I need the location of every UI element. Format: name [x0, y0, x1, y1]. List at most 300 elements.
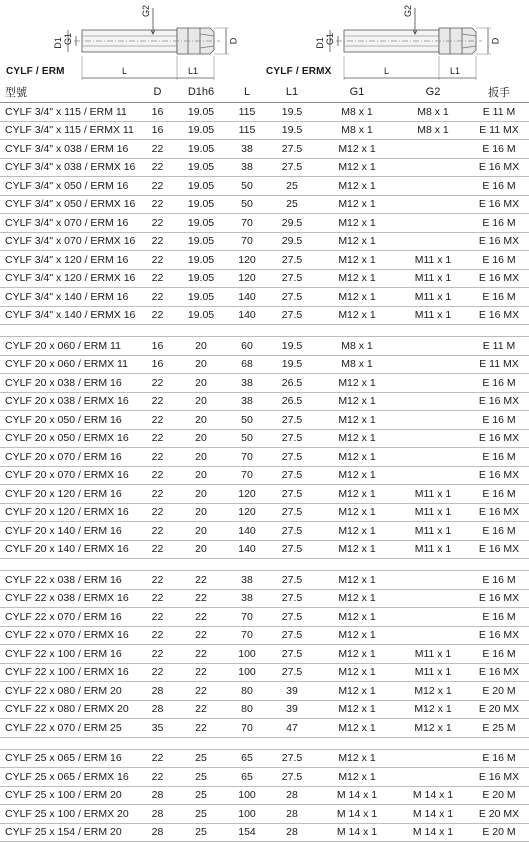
cell-model: CYLF 25 x 065 / ERMX 16 [0, 768, 140, 787]
cell-l1: 28 [267, 786, 317, 805]
cell-d1h6: 19.05 [175, 121, 227, 140]
cell-d: 22 [140, 251, 175, 270]
cell-g1: M12 x 1 [317, 251, 397, 270]
cell-l: 70 [227, 214, 267, 233]
table-row [0, 392, 529, 411]
cell-g1: M12 x 1 [317, 195, 397, 214]
cell-d: 22 [140, 288, 175, 307]
cell-wrench: E 11 M [469, 103, 529, 122]
cell-g2 [397, 158, 469, 177]
cell-g1: M12 x 1 [317, 645, 397, 664]
cell-l1: 27.5 [267, 485, 317, 504]
cell-g2: M 14 x 1 [397, 823, 469, 842]
table-row [0, 140, 529, 159]
cell-model: CYLF 22 x 080 / ERMX 20 [0, 700, 140, 719]
cell-model: CYLF 20 x 038 / ERM 16 [0, 374, 140, 393]
cell-l1: 29.5 [267, 232, 317, 251]
cell-model: CYLF 22 x 070 / ERMX 16 [0, 626, 140, 645]
cell-d: 22 [140, 589, 175, 608]
cell-l: 38 [227, 374, 267, 393]
cell-l: 115 [227, 121, 267, 140]
cell-model: CYLF 20 x 120 / ERM 16 [0, 485, 140, 504]
table-row [0, 374, 529, 393]
table-row [0, 589, 529, 608]
cell-g2 [397, 214, 469, 233]
cell-wrench: E 16 MX [469, 429, 529, 448]
diagram-caption: CYLF / ERM [6, 66, 65, 77]
cell-model: CYLF 22 x 100 / ERM 16 [0, 645, 140, 664]
cell-l1: 27.5 [267, 768, 317, 787]
cell-d: 22 [140, 645, 175, 664]
cell-model: CYLF 3/4" x 140 / ERMX 16 [0, 306, 140, 325]
label-g2: G2 [403, 4, 414, 18]
cell-model: CYLF 22 x 070 / ERM 25 [0, 719, 140, 738]
table-row [0, 232, 529, 251]
cell-g1: M12 x 1 [317, 749, 397, 768]
table-row [0, 608, 529, 627]
cell-d: 28 [140, 823, 175, 842]
cell-l1: 25 [267, 177, 317, 196]
cell-model: CYLF 3/4" x 070 / ERM 16 [0, 214, 140, 233]
cell-wrench: E 16 M [469, 140, 529, 159]
cell-wrench: E 16 M [469, 608, 529, 627]
cell-l: 70 [227, 466, 267, 485]
cell-g1: M12 x 1 [317, 448, 397, 467]
cell-l: 65 [227, 768, 267, 787]
cell-g2: M11 x 1 [397, 288, 469, 307]
cell-l1: 29.5 [267, 214, 317, 233]
cell-g2 [397, 768, 469, 787]
cell-d1h6: 20 [175, 503, 227, 522]
cell-l1: 27.5 [267, 663, 317, 682]
cell-l1: 27.5 [267, 522, 317, 541]
cell-g1: M12 x 1 [317, 232, 397, 251]
cell-l1: 25 [267, 195, 317, 214]
cell-wrench: E 16 M [469, 645, 529, 664]
cell-l1: 27.5 [267, 608, 317, 627]
cell-model: CYLF 3/4" x 120 / ERM 16 [0, 251, 140, 270]
cell-model: CYLF 22 x 080 / ERM 20 [0, 682, 140, 701]
table-row [0, 805, 529, 824]
cell-d: 22 [140, 429, 175, 448]
cell-l: 120 [227, 503, 267, 522]
cell-l1: 26.5 [267, 374, 317, 393]
header-g1: G1 [317, 82, 397, 103]
cell-d1h6: 20 [175, 448, 227, 467]
cell-wrench: E 11 M [469, 337, 529, 356]
cell-model: CYLF 22 x 038 / ERMX 16 [0, 589, 140, 608]
group-separator [0, 325, 529, 337]
cell-model: CYLF 20 x 140 / ERM 16 [0, 522, 140, 541]
cell-l1: 27.5 [267, 429, 317, 448]
table-row [0, 121, 529, 140]
cell-model: CYLF 3/4" x 115 / ERMX 11 [0, 121, 140, 140]
cell-wrench: E 16 M [469, 251, 529, 270]
cell-l: 115 [227, 103, 267, 122]
table-row [0, 682, 529, 701]
cell-d1h6: 20 [175, 522, 227, 541]
cell-d1h6: 20 [175, 392, 227, 411]
cell-model: CYLF 20 x 050 / ERM 16 [0, 411, 140, 430]
cell-g1: M8 x 1 [317, 355, 397, 374]
cell-g2 [397, 195, 469, 214]
cell-g1: M12 x 1 [317, 214, 397, 233]
cell-g2: M 14 x 1 [397, 805, 469, 824]
cell-g2 [397, 355, 469, 374]
cell-model: CYLF 20 x 060 / ERM 11 [0, 337, 140, 356]
cell-wrench: E 16 MX [469, 589, 529, 608]
header-l1: L1 [267, 82, 317, 103]
cell-d1h6: 20 [175, 466, 227, 485]
cell-d1h6: 20 [175, 411, 227, 430]
label-l: L [122, 66, 128, 76]
cell-g2: M11 x 1 [397, 663, 469, 682]
cell-g1: M12 x 1 [317, 589, 397, 608]
table-row [0, 823, 529, 842]
cell-d1h6: 22 [175, 645, 227, 664]
cell-d: 22 [140, 158, 175, 177]
cell-g2: M11 x 1 [397, 306, 469, 325]
cell-g1: M12 x 1 [317, 571, 397, 590]
cell-l: 60 [227, 337, 267, 356]
cell-model: CYLF 25 x 154 / ERM 20 [0, 823, 140, 842]
cell-g1: M12 x 1 [317, 466, 397, 485]
cell-l: 100 [227, 663, 267, 682]
cell-g2 [397, 337, 469, 356]
cell-d1h6: 25 [175, 749, 227, 768]
cell-d: 22 [140, 374, 175, 393]
cell-l1: 27.5 [267, 288, 317, 307]
cell-l1: 28 [267, 805, 317, 824]
group-separator [0, 559, 529, 571]
table-row [0, 306, 529, 325]
cell-l: 154 [227, 823, 267, 842]
table-row [0, 786, 529, 805]
diagram-erm [0, 0, 250, 82]
cell-model: CYLF 20 x 050 / ERMX 16 [0, 429, 140, 448]
cell-wrench: E 20 M [469, 682, 529, 701]
cell-d: 22 [140, 768, 175, 787]
cell-l1: 47 [267, 719, 317, 738]
diagram-caption: CYLF / ERMX [266, 66, 332, 77]
cell-g2 [397, 466, 469, 485]
cell-d: 22 [140, 448, 175, 467]
cell-l1: 39 [267, 682, 317, 701]
cell-g1: M12 x 1 [317, 158, 397, 177]
cell-wrench: E 16 MX [469, 768, 529, 787]
cell-g2 [397, 411, 469, 430]
cell-wrench: E 16 M [469, 485, 529, 504]
label-l: L [384, 66, 390, 76]
cell-l: 65 [227, 749, 267, 768]
cell-g1: M 14 x 1 [317, 823, 397, 842]
cell-d: 28 [140, 700, 175, 719]
table-row [0, 466, 529, 485]
cell-g2 [397, 374, 469, 393]
cell-model: CYLF 3/4" x 050 / ERM 16 [0, 177, 140, 196]
cell-g2 [397, 392, 469, 411]
cell-g2 [397, 626, 469, 645]
cell-l: 140 [227, 540, 267, 559]
table-row [0, 503, 529, 522]
cell-d1h6: 22 [175, 719, 227, 738]
cell-g1: M12 x 1 [317, 392, 397, 411]
cell-d: 22 [140, 485, 175, 504]
cell-model: CYLF 22 x 100 / ERMX 16 [0, 663, 140, 682]
cell-l1: 39 [267, 700, 317, 719]
cell-wrench: E 16 M [469, 177, 529, 196]
cell-g1: M12 x 1 [317, 540, 397, 559]
cell-model: CYLF 3/4" x 050 / ERMX 16 [0, 195, 140, 214]
table-row [0, 663, 529, 682]
cell-g1: M12 x 1 [317, 140, 397, 159]
table-row [0, 269, 529, 288]
cell-d1h6: 25 [175, 805, 227, 824]
cell-l: 140 [227, 306, 267, 325]
cell-l1: 19.5 [267, 103, 317, 122]
cell-g1: M12 x 1 [317, 663, 397, 682]
table-row [0, 411, 529, 430]
group-separator [0, 737, 529, 749]
cell-g2: M12 x 1 [397, 700, 469, 719]
cell-g2: M11 x 1 [397, 251, 469, 270]
cell-l: 100 [227, 786, 267, 805]
separator-cell [0, 559, 529, 571]
cell-wrench: E 16 MX [469, 392, 529, 411]
cell-l1: 27.5 [267, 269, 317, 288]
cell-d1h6: 20 [175, 429, 227, 448]
cell-d1h6: 19.05 [175, 103, 227, 122]
cell-g2: M11 x 1 [397, 503, 469, 522]
cell-d: 22 [140, 663, 175, 682]
cell-g1: M12 x 1 [317, 522, 397, 541]
header-d1h6: D1h6 [175, 82, 227, 103]
cell-d: 22 [140, 540, 175, 559]
cell-d: 28 [140, 786, 175, 805]
cell-l: 80 [227, 700, 267, 719]
header-wrench: 扳手 [469, 82, 529, 103]
cell-l: 100 [227, 645, 267, 664]
cell-d1h6: 22 [175, 608, 227, 627]
cell-wrench: E 16 M [469, 571, 529, 590]
table-row [0, 158, 529, 177]
cell-g1: M12 x 1 [317, 503, 397, 522]
cell-g1: M12 x 1 [317, 626, 397, 645]
cell-l1: 27.5 [267, 411, 317, 430]
cell-d1h6: 19.05 [175, 306, 227, 325]
cell-l: 140 [227, 522, 267, 541]
cell-wrench: E 16 MX [469, 663, 529, 682]
spec-table [0, 82, 529, 842]
table-row [0, 540, 529, 559]
cell-d1h6: 19.05 [175, 140, 227, 159]
cell-l: 50 [227, 177, 267, 196]
cell-d1h6: 19.05 [175, 158, 227, 177]
cell-d: 22 [140, 232, 175, 251]
separator-cell [0, 737, 529, 749]
cell-d1h6: 20 [175, 337, 227, 356]
header-g2: G2 [397, 82, 469, 103]
cell-d1h6: 22 [175, 682, 227, 701]
cell-d1h6: 20 [175, 540, 227, 559]
cell-wrench: E 20 MX [469, 700, 529, 719]
table-row [0, 337, 529, 356]
cell-d1h6: 19.05 [175, 214, 227, 233]
cell-g1: M12 x 1 [317, 719, 397, 738]
cell-l: 80 [227, 682, 267, 701]
table-row [0, 700, 529, 719]
cell-d1h6: 22 [175, 663, 227, 682]
cell-l1: 27.5 [267, 645, 317, 664]
table-row [0, 429, 529, 448]
cell-d1h6: 19.05 [175, 232, 227, 251]
cell-g2: M11 x 1 [397, 540, 469, 559]
cell-wrench: E 16 MX [469, 503, 529, 522]
cell-d1h6: 22 [175, 626, 227, 645]
table-row [0, 768, 529, 787]
label-d1: D1 [52, 37, 63, 49]
cell-l: 38 [227, 158, 267, 177]
cell-wrench: E 16 M [469, 411, 529, 430]
table-row [0, 103, 529, 122]
cell-l: 70 [227, 626, 267, 645]
label-d: D [490, 37, 501, 45]
cell-wrench: E 16 M [469, 288, 529, 307]
label-l1: L1 [450, 66, 461, 76]
cell-d: 16 [140, 121, 175, 140]
cell-d: 22 [140, 195, 175, 214]
cell-g1: M12 x 1 [317, 288, 397, 307]
cell-g1: M12 x 1 [317, 374, 397, 393]
cell-d: 16 [140, 355, 175, 374]
cell-wrench: E 16 MX [469, 158, 529, 177]
table-row [0, 251, 529, 270]
cell-wrench: E 16 M [469, 522, 529, 541]
cell-d: 22 [140, 214, 175, 233]
cell-g2: M8 x 1 [397, 121, 469, 140]
table-header-row [0, 82, 529, 103]
cell-g1: M8 x 1 [317, 103, 397, 122]
cell-l: 70 [227, 232, 267, 251]
cell-d: 28 [140, 682, 175, 701]
cell-d: 22 [140, 522, 175, 541]
cell-g1: M12 x 1 [317, 269, 397, 288]
cell-l1: 19.5 [267, 121, 317, 140]
cell-g2: M8 x 1 [397, 103, 469, 122]
cell-d: 22 [140, 608, 175, 627]
cell-g2 [397, 232, 469, 251]
cell-wrench: E 16 MX [469, 540, 529, 559]
cell-g2 [397, 608, 469, 627]
cell-l1: 27.5 [267, 140, 317, 159]
label-d: D [228, 37, 239, 45]
cell-wrench: E 25 M [469, 719, 529, 738]
cell-g2: M11 x 1 [397, 269, 469, 288]
cell-g2: M12 x 1 [397, 719, 469, 738]
cell-wrench: E 16 MX [469, 466, 529, 485]
cell-l1: 27.5 [267, 158, 317, 177]
cell-d: 22 [140, 269, 175, 288]
cell-wrench: E 16 M [469, 374, 529, 393]
cell-d: 22 [140, 626, 175, 645]
cell-l: 120 [227, 485, 267, 504]
label-g2: G2 [141, 4, 152, 18]
cell-g2 [397, 589, 469, 608]
table-row [0, 749, 529, 768]
cell-d: 22 [140, 140, 175, 159]
table-row [0, 485, 529, 504]
cell-l1: 27.5 [267, 251, 317, 270]
cell-d1h6: 20 [175, 374, 227, 393]
cell-l: 70 [227, 448, 267, 467]
cell-g2 [397, 448, 469, 467]
cell-d1h6: 19.05 [175, 288, 227, 307]
table-row [0, 355, 529, 374]
table-row [0, 626, 529, 645]
cell-d1h6: 19.05 [175, 251, 227, 270]
cell-l: 38 [227, 140, 267, 159]
cell-wrench: E 16 M [469, 214, 529, 233]
cell-d1h6: 19.05 [175, 195, 227, 214]
cell-g1: M12 x 1 [317, 411, 397, 430]
cell-wrench: E 16 M [469, 749, 529, 768]
table-row [0, 571, 529, 590]
table-row [0, 177, 529, 196]
table-row [0, 719, 529, 738]
cell-l: 38 [227, 589, 267, 608]
cell-g1: M 14 x 1 [317, 786, 397, 805]
cell-g1: M8 x 1 [317, 121, 397, 140]
cell-g2: M 14 x 1 [397, 786, 469, 805]
cell-d1h6: 22 [175, 589, 227, 608]
cell-d1h6: 19.05 [175, 269, 227, 288]
cell-g2: M11 x 1 [397, 485, 469, 504]
cell-wrench: E 20 MX [469, 805, 529, 824]
table-row [0, 288, 529, 307]
cell-l: 70 [227, 608, 267, 627]
cell-g1: M12 x 1 [317, 768, 397, 787]
cell-d1h6: 25 [175, 768, 227, 787]
cell-wrench: E 20 M [469, 786, 529, 805]
table-row [0, 195, 529, 214]
table-row [0, 214, 529, 233]
cell-g1: M12 x 1 [317, 682, 397, 701]
cell-l: 140 [227, 288, 267, 307]
cell-g1: M12 x 1 [317, 485, 397, 504]
header-d: D [140, 82, 175, 103]
cell-model: CYLF 25 x 100 / ERMX 20 [0, 805, 140, 824]
cell-model: CYLF 25 x 100 / ERM 20 [0, 786, 140, 805]
cell-l1: 27.5 [267, 571, 317, 590]
label-l1: L1 [188, 66, 199, 76]
cell-d: 22 [140, 177, 175, 196]
cell-l: 120 [227, 269, 267, 288]
cell-wrench: E 11 MX [469, 355, 529, 374]
cell-wrench: E 20 M [469, 823, 529, 842]
cell-g2 [397, 749, 469, 768]
cell-g1: M12 x 1 [317, 177, 397, 196]
cell-l: 50 [227, 195, 267, 214]
cell-wrench: E 16 M [469, 448, 529, 467]
cell-l1: 27.5 [267, 448, 317, 467]
separator-cell [0, 325, 529, 337]
cell-l1: 27.5 [267, 503, 317, 522]
cell-model: CYLF 3/4" x 070 / ERMX 16 [0, 232, 140, 251]
label-g1: G1 [325, 32, 336, 46]
label-g1: G1 [63, 32, 74, 46]
header-model: 型號 [0, 82, 140, 103]
table-row [0, 448, 529, 467]
